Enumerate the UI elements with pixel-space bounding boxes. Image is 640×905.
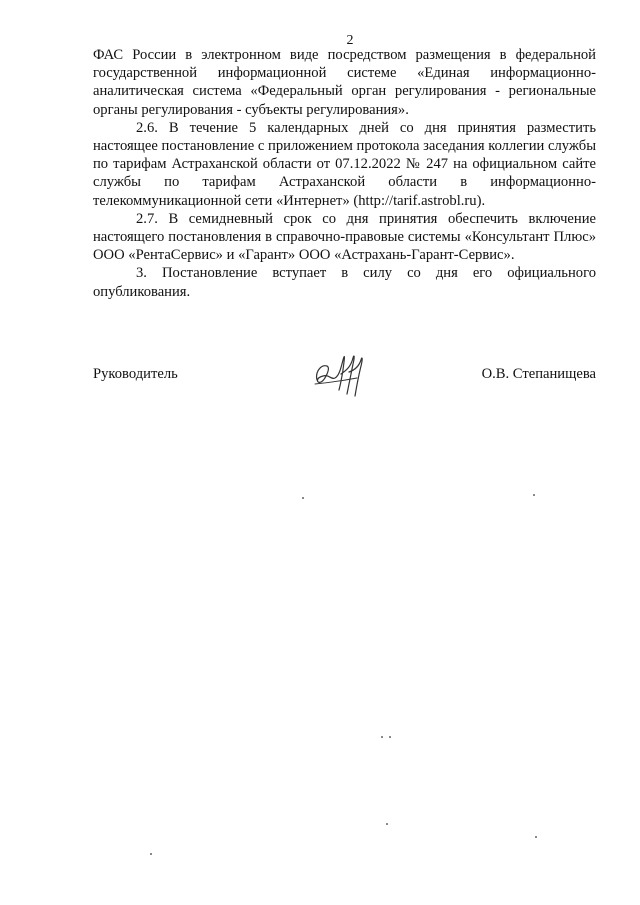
- scan-speck: [302, 497, 304, 499]
- signatory-title: Руководитель: [93, 366, 178, 382]
- scan-speck: [535, 836, 537, 838]
- paragraph-3: 3. Постановление вступает в силу со дня его официального опубликования.: [93, 265, 596, 300]
- paragraph-continuation: ФАС России в электронном виде посредством размещения в федеральной государственной информационной системе «Единая информационно-аналитическая система «Федеральный орган регулирования - региональные органы регулирования - субъекты регулирования».: [93, 47, 596, 118]
- scan-speck: [389, 736, 391, 738]
- scan-speck: [386, 823, 388, 825]
- scan-speck: [150, 853, 152, 855]
- handwritten-signature: [311, 350, 369, 400]
- signatory-name: О.В. Степанищева: [481, 366, 596, 382]
- paragraph-2-7: 2.7. В семидневный срок со дня принятия обеспечить включение настоящего постановления в справочно-правовые системы «Консультант Плюс» ООО «РентаСервис» и «Гарант» ООО «Астрахань-Гарант-Сервис».: [93, 210, 596, 264]
- paragraph-2-6: 2.6. В течение 5 календарных дней со дня принятия разместить настоящее постановление с приложением протокола заседания коллегии службы по тарифам Астраханской области от 07.12.2022 № 247 на официальном сайте службы по тарифам Астраханской области в информационно-телекоммуникационной сети «Интернет» (http://tarif.astrobl.ru).: [93, 119, 596, 209]
- scan-speck: [533, 494, 535, 496]
- page-number: 2: [346, 33, 354, 48]
- document-body: [93, 46, 596, 301]
- scan-speck: [381, 736, 383, 738]
